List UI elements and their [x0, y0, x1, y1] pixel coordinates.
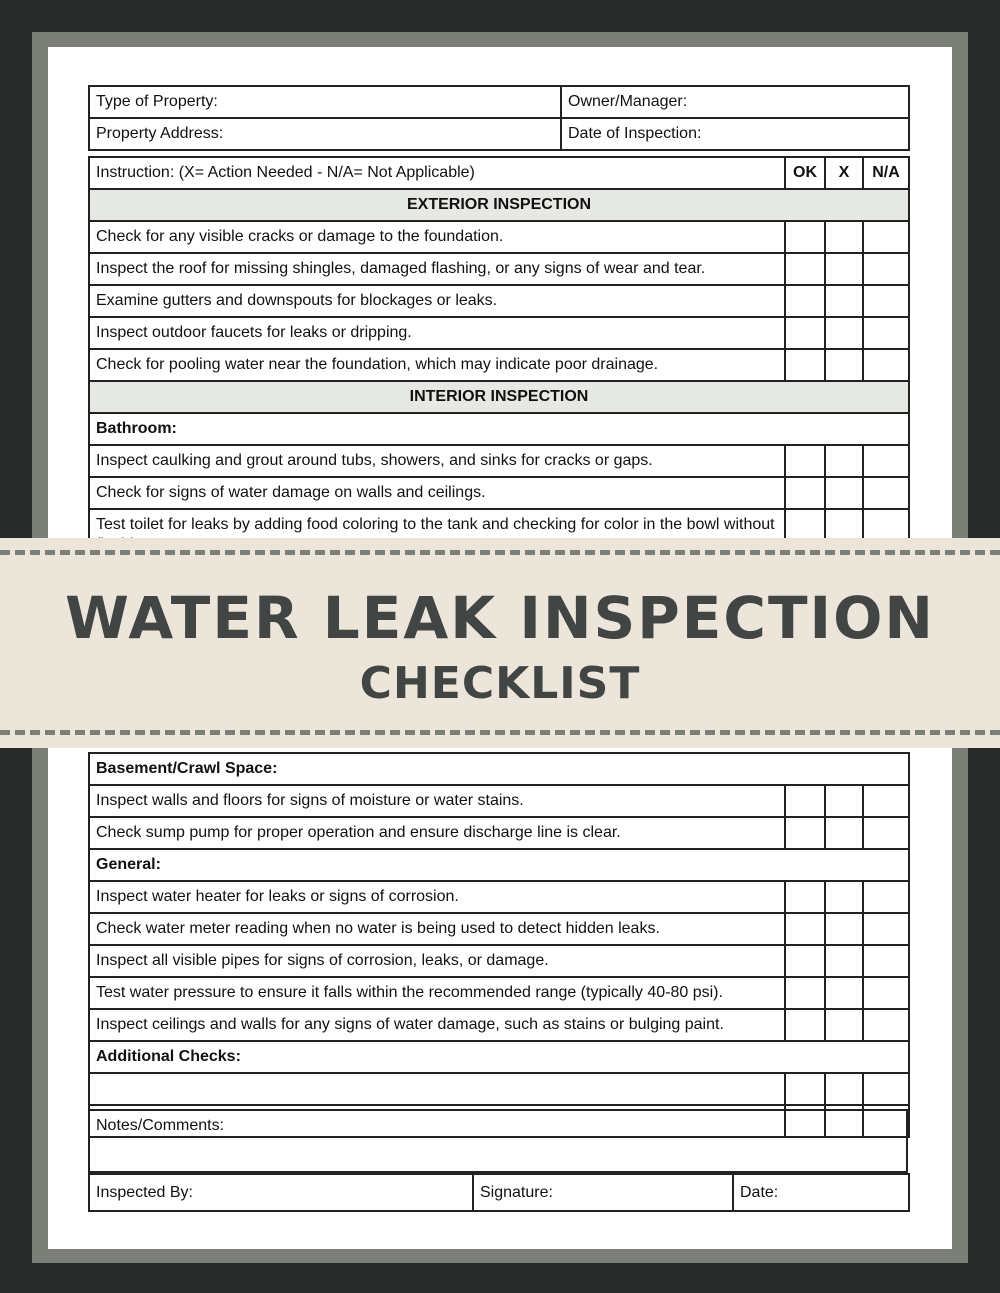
checklist-item: Inspect outdoor faucets for leaks or dripping. — [89, 317, 785, 349]
checklist-item: Check for signs of water damage on walls and ceilings. — [89, 477, 785, 509]
checklist-item: Test toilet for leaks by adding food coloring to the tank and checking for color in the bowl without — [89, 509, 785, 559]
checklist-row — [89, 785, 909, 817]
na-checkbox[interactable] — [863, 817, 909, 849]
title-banner — [0, 538, 1000, 748]
date-field[interactable]: Date: — [733, 1174, 909, 1211]
checklist-row — [89, 349, 909, 381]
interior-section-title: INTERIOR INSPECTION — [89, 381, 909, 413]
ok-checkbox[interactable] — [785, 881, 825, 913]
additional-checks-subheading: Additional Checks: — [89, 1041, 909, 1073]
na-checkbox[interactable] — [863, 945, 909, 977]
instruction-text: Instruction: (X= Action Needed - N/A= Not Applicable) — [89, 157, 785, 189]
banner-dashed-line-top — [0, 550, 1000, 555]
x-checkbox[interactable] — [825, 253, 863, 285]
type-of-property-field[interactable]: Type of Property: — [89, 86, 561, 118]
checklist-item: Test water pressure to ensure it falls within the recommended range (typically 40-80 psi). — [89, 977, 785, 1009]
checklist-row — [89, 317, 909, 349]
checklist-row — [89, 817, 909, 849]
checklist-item: Inspect the roof for missing shingles, damaged flashing, or any signs of wear and tear. — [89, 253, 785, 285]
column-na-header: N/A — [863, 157, 909, 189]
checklist-row — [89, 881, 909, 913]
x-checkbox[interactable] — [825, 785, 863, 817]
na-checkbox[interactable] — [863, 317, 909, 349]
checklist-row — [89, 977, 909, 1009]
signature-table — [88, 1173, 910, 1212]
notes-comments-field[interactable]: Notes/Comments: — [89, 1110, 907, 1172]
ok-checkbox[interactable] — [785, 221, 825, 253]
ok-checkbox[interactable] — [785, 785, 825, 817]
property-info-table — [88, 85, 910, 151]
na-checkbox[interactable] — [863, 785, 909, 817]
basement-subheading: Basement/Crawl Space: — [89, 753, 909, 785]
checklist-item: Inspect walls and floors for signs of moisture or water stains. — [89, 785, 785, 817]
na-checkbox[interactable] — [863, 285, 909, 317]
signature-field[interactable]: Signature: — [473, 1174, 733, 1211]
checklist-item: Inspect all visible pipes for signs of corrosion, leaks, or damage. — [89, 945, 785, 977]
ok-checkbox[interactable] — [785, 349, 825, 381]
ok-checkbox[interactable] — [785, 945, 825, 977]
na-checkbox[interactable] — [863, 1009, 909, 1041]
ok-checkbox[interactable] — [785, 285, 825, 317]
ok-checkbox[interactable] — [785, 1073, 825, 1105]
na-checkbox[interactable] — [863, 253, 909, 285]
ok-checkbox[interactable] — [785, 1009, 825, 1041]
checklist-row — [89, 221, 909, 253]
checklist-row — [89, 1073, 909, 1105]
checklist-item: Inspect ceilings and walls for any signs of water damage, such as stains or bulging paint. — [89, 1009, 785, 1041]
x-checkbox[interactable] — [825, 221, 863, 253]
x-checkbox[interactable] — [825, 285, 863, 317]
x-checkbox[interactable] — [825, 1073, 863, 1105]
checklist-item: Check for pooling water near the foundation, which may indicate poor drainage. — [89, 349, 785, 381]
checklist-row — [89, 945, 909, 977]
x-checkbox[interactable] — [825, 945, 863, 977]
na-checkbox[interactable] — [863, 221, 909, 253]
checklist-item: Check water meter reading when no water is being used to detect hidden leaks. — [89, 913, 785, 945]
na-checkbox[interactable] — [863, 349, 909, 381]
banner-dashed-line-bottom — [0, 730, 1000, 735]
na-checkbox[interactable] — [863, 477, 909, 509]
x-checkbox[interactable] — [825, 477, 863, 509]
na-checkbox[interactable] — [863, 881, 909, 913]
banner-subtitle: CHECKLIST — [359, 658, 641, 709]
x-checkbox[interactable] — [825, 881, 863, 913]
property-address-field[interactable]: Property Address: — [89, 118, 561, 150]
inspected-by-field[interactable]: Inspected By: — [89, 1174, 473, 1211]
ok-checkbox[interactable] — [785, 445, 825, 477]
ok-checkbox[interactable] — [785, 253, 825, 285]
checklist-row — [89, 913, 909, 945]
general-subheading: General: — [89, 849, 909, 881]
na-checkbox[interactable] — [863, 913, 909, 945]
checklist-row — [89, 253, 909, 285]
x-checkbox[interactable] — [825, 913, 863, 945]
checklist-row — [89, 1009, 909, 1041]
na-checkbox[interactable] — [863, 445, 909, 477]
x-checkbox[interactable] — [825, 977, 863, 1009]
ok-checkbox[interactable] — [785, 913, 825, 945]
checklist-row — [89, 285, 909, 317]
exterior-section-title: EXTERIOR INSPECTION — [89, 189, 909, 221]
blank-item-field[interactable] — [89, 1073, 785, 1105]
x-checkbox[interactable] — [825, 317, 863, 349]
checklist-item: Check sump pump for proper operation and ensure discharge line is clear. — [89, 817, 785, 849]
checklist-table-top — [88, 156, 910, 560]
ok-checkbox[interactable] — [785, 817, 825, 849]
column-ok-header: OK — [785, 157, 825, 189]
checklist-item: Examine gutters and downspouts for blockages or leaks. — [89, 285, 785, 317]
x-checkbox[interactable] — [825, 349, 863, 381]
checklist-table-bottom — [88, 752, 910, 1138]
x-checkbox[interactable] — [825, 1009, 863, 1041]
banner-title: WATER LEAK INSPECTION — [65, 584, 935, 652]
column-x-header: X — [825, 157, 863, 189]
checklist-item: Inspect water heater for leaks or signs of corrosion. — [89, 881, 785, 913]
checklist-row — [89, 477, 909, 509]
owner-manager-field[interactable]: Owner/Manager: — [561, 86, 909, 118]
checklist-item: Check for any visible cracks or damage to the foundation. — [89, 221, 785, 253]
bathroom-subheading: Bathroom: — [89, 413, 909, 445]
ok-checkbox[interactable] — [785, 977, 825, 1009]
x-checkbox[interactable] — [825, 817, 863, 849]
x-checkbox[interactable] — [825, 445, 863, 477]
ok-checkbox[interactable] — [785, 477, 825, 509]
checklist-item: Inspect caulking and grout around tubs, showers, and sinks for cracks or gaps. — [89, 445, 785, 477]
na-checkbox[interactable] — [863, 977, 909, 1009]
na-checkbox[interactable] — [863, 1073, 909, 1105]
notes-table — [88, 1109, 908, 1173]
date-of-inspection-field[interactable]: Date of Inspection: — [561, 118, 909, 150]
checklist-row — [89, 445, 909, 477]
ok-checkbox[interactable] — [785, 317, 825, 349]
